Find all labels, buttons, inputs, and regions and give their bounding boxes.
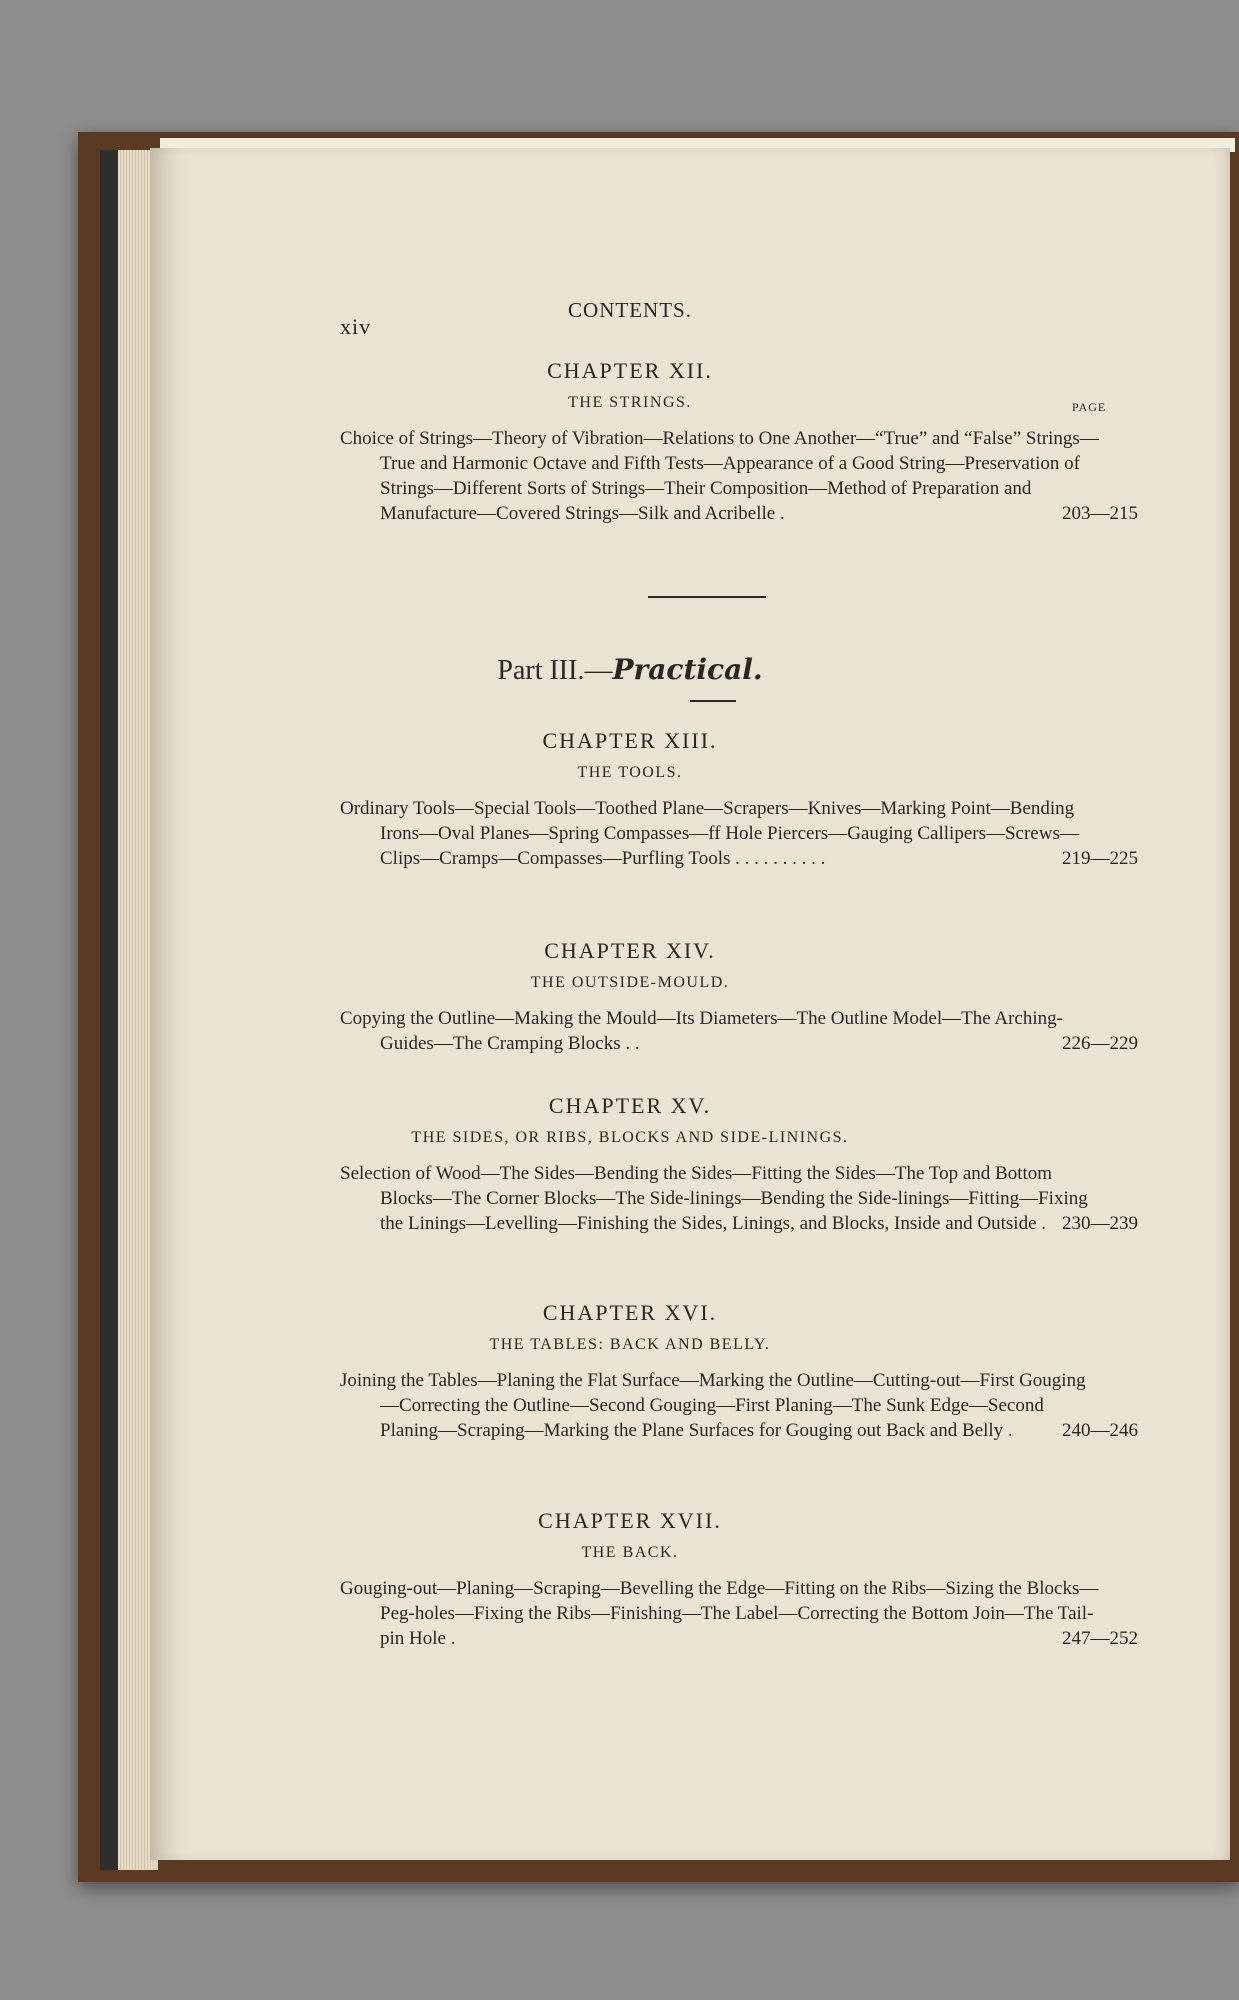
- page-column-label: PAGE: [1072, 400, 1107, 414]
- part-title: Practical.: [612, 653, 763, 686]
- chapter-heading: CHAPTER XII.: [547, 358, 713, 383]
- page-range: 203—215: [1062, 503, 1138, 524]
- page-range: 240—246: [1062, 1420, 1138, 1441]
- chapter-subtitle: THE BACK.: [581, 1544, 679, 1561]
- chapter-entry: [340, 1576, 1138, 1651]
- section-rule: [648, 596, 766, 598]
- page-range: 230—239: [1062, 1213, 1138, 1234]
- part-heading: [150, 653, 1110, 687]
- chapter-xiii: [150, 728, 1138, 871]
- chapter-subtitle: THE OUTSIDE-MOULD.: [530, 974, 730, 991]
- entry-text: Copying the Outline—Making the Mould—Its Diameters—The Outline Model—The Arching-Guides—The Cramping Blocks . .: [340, 1008, 1063, 1054]
- chapter-subtitle: THE TABLES: BACK AND BELLY.: [489, 1336, 771, 1353]
- chapter-xii: [150, 358, 1138, 526]
- chapter-entry: [340, 796, 1138, 871]
- page-range: 226—229: [1062, 1033, 1138, 1054]
- chapter-heading: CHAPTER XIV.: [544, 938, 716, 963]
- chapter-xvi: [150, 1300, 1138, 1443]
- entry-text: Choice of Strings—Theory of Vibration—Relations to One Another—“True” and “False” Strings—True and Harmonic Octave and Fifth Tests—Appearance of a Good String—Preservation of Strings—Different Sorts of Strings—Their Composition—Method of Preparation and Manufacture—Covered Strings—Silk and Acribelle .: [340, 428, 1099, 524]
- running-head: CONTENTS.: [568, 298, 692, 322]
- entry-text: Joining the Tables—Planing the Flat Surface—Marking the Outline—Cutting-out—First Gouging—Correcting the Outline—Second Gouging—First Planing—The Sunk Edge—Second Planing—Scraping—Marking the Plane Surfaces for Gouging out Back and Belly .: [340, 1370, 1086, 1441]
- chapter-subtitle: THE SIDES, OR RIBS, BLOCKS AND SIDE-LININGS.: [411, 1129, 849, 1146]
- chapter-entry: [340, 1006, 1138, 1056]
- chapter-xvii: [150, 1508, 1138, 1651]
- entry-text: Ordinary Tools—Special Tools—Toothed Plane—Scrapers—Knives—Marking Point—Bending Irons—Oval Planes—Spring Compasses—ff Hole Piercers—Gauging Callipers—Screws—Clips—Cramps—Compasses—Purfling Tools . . . . . . . . . .: [340, 798, 1079, 869]
- chapter-heading: CHAPTER XVI.: [542, 1300, 718, 1325]
- part-rule: [690, 700, 736, 702]
- chapter-xiv: [150, 938, 1138, 1056]
- chapter-entry: [340, 1368, 1138, 1443]
- chapter-heading: CHAPTER XIII.: [542, 728, 718, 753]
- chapter-subtitle: THE TOOLS.: [577, 764, 683, 781]
- chapter-heading: CHAPTER XV.: [548, 1093, 712, 1118]
- folio: xiv: [340, 314, 372, 339]
- page-range: 219—225: [1062, 848, 1138, 869]
- entry-text: Selection of Wood—The Sides—Bending the Sides—Fitting the Sides—The Top and Bottom Blocks—The Corner Blocks—The Side-linings—Bending the Side-linings—Fitting—Fixing the Linings—Levelling—Finishing the Sides, Linings, and Blocks, Inside and Outside .: [340, 1163, 1088, 1234]
- entry-text: Gouging-out—Planing—Scraping—Bevelling the Edge—Fitting on the Ribs—Sizing the Blocks—Peg-holes—Fixing the Ribs—Finishing—The Label—Correcting the Bottom Join—The Tail-pin Hole .: [340, 1578, 1099, 1649]
- contents-page: [150, 148, 1230, 1860]
- part-prefix: Part III.—: [497, 655, 613, 686]
- chapter-entry: [340, 1161, 1138, 1236]
- chapter-entry: [340, 426, 1138, 526]
- chapter-subtitle: THE STRINGS.: [568, 394, 692, 411]
- chapter-xv: [150, 1093, 1138, 1236]
- chapter-heading: CHAPTER XVII.: [538, 1508, 722, 1533]
- page-range: 247—252: [1062, 1628, 1138, 1649]
